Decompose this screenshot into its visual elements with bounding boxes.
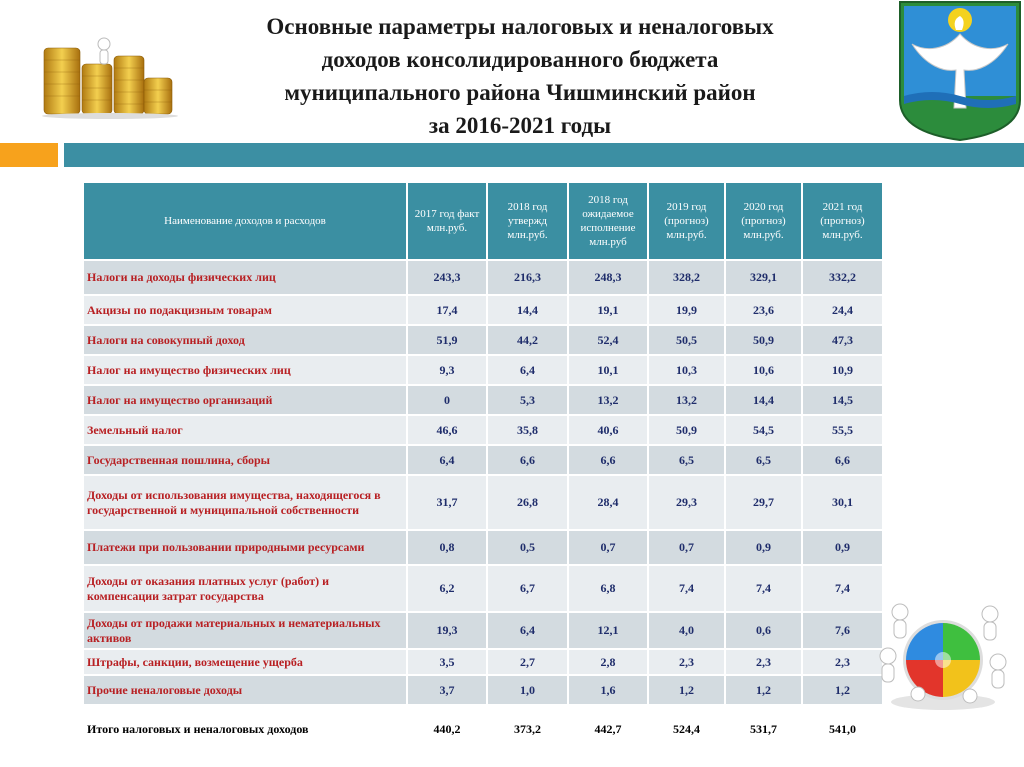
value-2020-forecast: 6,5: [726, 446, 801, 474]
value-2020-forecast: 29,7: [726, 476, 801, 529]
row-label: Земельный налог: [84, 416, 406, 444]
value-2018-approved: 2,7: [488, 650, 567, 674]
value-2017-fact: 6,2: [408, 566, 486, 611]
value-2019-forecast: 1,2: [649, 676, 724, 704]
value-2021-forecast: 10,9: [803, 356, 882, 384]
value-2018-expected: 52,4: [569, 326, 647, 354]
value-2019-forecast: 29,3: [649, 476, 724, 529]
value-2021-forecast: 2,3: [803, 650, 882, 674]
total-row: [84, 706, 882, 752]
value-2020-forecast: 14,4: [726, 386, 801, 414]
value-2018-approved: 44,2: [488, 326, 567, 354]
table-row: [84, 650, 882, 674]
total-value-2017-fact: 440,2: [408, 706, 486, 752]
table-header-row: [84, 183, 882, 259]
value-2020-forecast: 329,1: [726, 261, 801, 294]
title-line-2: доходов консолидированного бюджета: [321, 47, 719, 72]
value-2018-expected: 248,3: [569, 261, 647, 294]
header-2019-forecast: 2019 год (прогноз) млн.руб.: [649, 183, 724, 259]
table-row: [84, 676, 882, 704]
revenue-table: [82, 181, 884, 754]
value-2018-approved: 5,3: [488, 386, 567, 414]
header-2020-forecast: 2020 год (прогноз) млн.руб.: [726, 183, 801, 259]
value-2018-expected: 10,1: [569, 356, 647, 384]
table-row: [84, 416, 882, 444]
value-2017-fact: 0: [408, 386, 486, 414]
value-2020-forecast: 50,9: [726, 326, 801, 354]
table-row: [84, 613, 882, 648]
value-2021-forecast: 14,5: [803, 386, 882, 414]
value-2017-fact: 243,3: [408, 261, 486, 294]
value-2021-forecast: 30,1: [803, 476, 882, 529]
table-row: [84, 476, 882, 529]
value-2018-expected: 28,4: [569, 476, 647, 529]
value-2018-approved: 1,0: [488, 676, 567, 704]
value-2017-fact: 31,7: [408, 476, 486, 529]
table-row: [84, 261, 882, 294]
value-2021-forecast: 1,2: [803, 676, 882, 704]
row-label: Государственная пошлина, сборы: [84, 446, 406, 474]
value-2019-forecast: 50,5: [649, 326, 724, 354]
row-label: Платежи при пользовании природными ресурсами: [84, 531, 406, 564]
value-2017-fact: 51,9: [408, 326, 486, 354]
header-2018-approved: 2018 год утвержд млн.руб.: [488, 183, 567, 259]
value-2018-expected: 40,6: [569, 416, 647, 444]
value-2021-forecast: 0,9: [803, 531, 882, 564]
table-row: [84, 326, 882, 354]
value-2020-forecast: 54,5: [726, 416, 801, 444]
value-2018-expected: 6,8: [569, 566, 647, 611]
table-row: [84, 566, 882, 611]
value-2021-forecast: 6,6: [803, 446, 882, 474]
value-2018-expected: 2,8: [569, 650, 647, 674]
value-2018-approved: 6,6: [488, 446, 567, 474]
accent-bar-orange: [0, 143, 58, 167]
value-2018-approved: 6,4: [488, 613, 567, 648]
total-value-2021-forecast: 541,0: [803, 706, 882, 752]
total-value-2018-approved: 373,2: [488, 706, 567, 752]
value-2020-forecast: 10,6: [726, 356, 801, 384]
value-2017-fact: 19,3: [408, 613, 486, 648]
value-2020-forecast: 0,6: [726, 613, 801, 648]
puzzle-team-illustration: [878, 598, 1008, 718]
row-label: Доходы от продажи материальных и нематериальных активов: [84, 613, 406, 648]
value-2018-approved: 26,8: [488, 476, 567, 529]
page-title: [195, 10, 845, 142]
value-2017-fact: 0,8: [408, 531, 486, 564]
gold-coins-illustration: [38, 30, 183, 120]
value-2021-forecast: 24,4: [803, 296, 882, 324]
value-2018-approved: 216,3: [488, 261, 567, 294]
header-2018-expected: 2018 год ожидаемое исполнение млн.руб: [569, 183, 647, 259]
value-2019-forecast: 7,4: [649, 566, 724, 611]
value-2018-approved: 6,7: [488, 566, 567, 611]
value-2021-forecast: 55,5: [803, 416, 882, 444]
value-2017-fact: 3,5: [408, 650, 486, 674]
value-2018-approved: 35,8: [488, 416, 567, 444]
accent-band-teal: [64, 143, 1024, 167]
value-2019-forecast: 50,9: [649, 416, 724, 444]
value-2018-expected: 1,6: [569, 676, 647, 704]
value-2018-approved: 0,5: [488, 531, 567, 564]
value-2021-forecast: 7,6: [803, 613, 882, 648]
header-name: Наименование доходов и расходов: [84, 183, 406, 259]
value-2020-forecast: 1,2: [726, 676, 801, 704]
row-label: Акцизы по подакцизным товарам: [84, 296, 406, 324]
total-value-2020-forecast: 531,7: [726, 706, 801, 752]
header-2021-forecast: 2021 год (прогноз) млн.руб.: [803, 183, 882, 259]
row-label: Штрафы, санкции, возмещение ущерба: [84, 650, 406, 674]
value-2018-expected: 19,1: [569, 296, 647, 324]
value-2018-expected: 6,6: [569, 446, 647, 474]
value-2019-forecast: 6,5: [649, 446, 724, 474]
header-2017-fact: 2017 год факт млн.руб.: [408, 183, 486, 259]
value-2019-forecast: 4,0: [649, 613, 724, 648]
value-2021-forecast: 47,3: [803, 326, 882, 354]
value-2019-forecast: 2,3: [649, 650, 724, 674]
row-label: Доходы от оказания платных услуг (работ) и компенсации затрат государства: [84, 566, 406, 611]
value-2020-forecast: 23,6: [726, 296, 801, 324]
value-2018-expected: 12,1: [569, 613, 647, 648]
value-2020-forecast: 0,9: [726, 531, 801, 564]
table-row: [84, 446, 882, 474]
table-row: [84, 296, 882, 324]
value-2018-expected: 0,7: [569, 531, 647, 564]
value-2018-approved: 6,4: [488, 356, 567, 384]
table-row: [84, 356, 882, 384]
value-2020-forecast: 2,3: [726, 650, 801, 674]
value-2019-forecast: 19,9: [649, 296, 724, 324]
total-value-2019-forecast: 524,4: [649, 706, 724, 752]
table-row: [84, 531, 882, 564]
row-label: Прочие неналоговые доходы: [84, 676, 406, 704]
row-label: Налоги на совокупный доход: [84, 326, 406, 354]
value-2021-forecast: 332,2: [803, 261, 882, 294]
title-line-4: за 2016-2021 годы: [428, 113, 612, 138]
row-label: Налог на имущество организаций: [84, 386, 406, 414]
value-2017-fact: 9,3: [408, 356, 486, 384]
value-2021-forecast: 7,4: [803, 566, 882, 611]
value-2017-fact: 6,4: [408, 446, 486, 474]
table-row: [84, 386, 882, 414]
value-2017-fact: 17,4: [408, 296, 486, 324]
row-label: Налог на имущество физических лиц: [84, 356, 406, 384]
total-label: Итого налоговых и неналоговых доходов: [84, 706, 406, 752]
value-2017-fact: 3,7: [408, 676, 486, 704]
row-label: Налоги на доходы физических лиц: [84, 261, 406, 294]
value-2019-forecast: 0,7: [649, 531, 724, 564]
title-line-3: муниципального района Чишминский район: [284, 80, 756, 105]
row-label: Доходы от использования имущества, находящегося в государственной и муниципальной собственности: [84, 476, 406, 529]
value-2017-fact: 46,6: [408, 416, 486, 444]
value-2020-forecast: 7,4: [726, 566, 801, 611]
value-2019-forecast: 13,2: [649, 386, 724, 414]
value-2019-forecast: 328,2: [649, 261, 724, 294]
total-value-2018-expected: 442,7: [569, 706, 647, 752]
district-coat-of-arms: [896, 0, 1024, 142]
value-2018-expected: 13,2: [569, 386, 647, 414]
value-2018-approved: 14,4: [488, 296, 567, 324]
title-line-1: Основные параметры налоговых и неналоговых: [266, 14, 774, 39]
value-2019-forecast: 10,3: [649, 356, 724, 384]
